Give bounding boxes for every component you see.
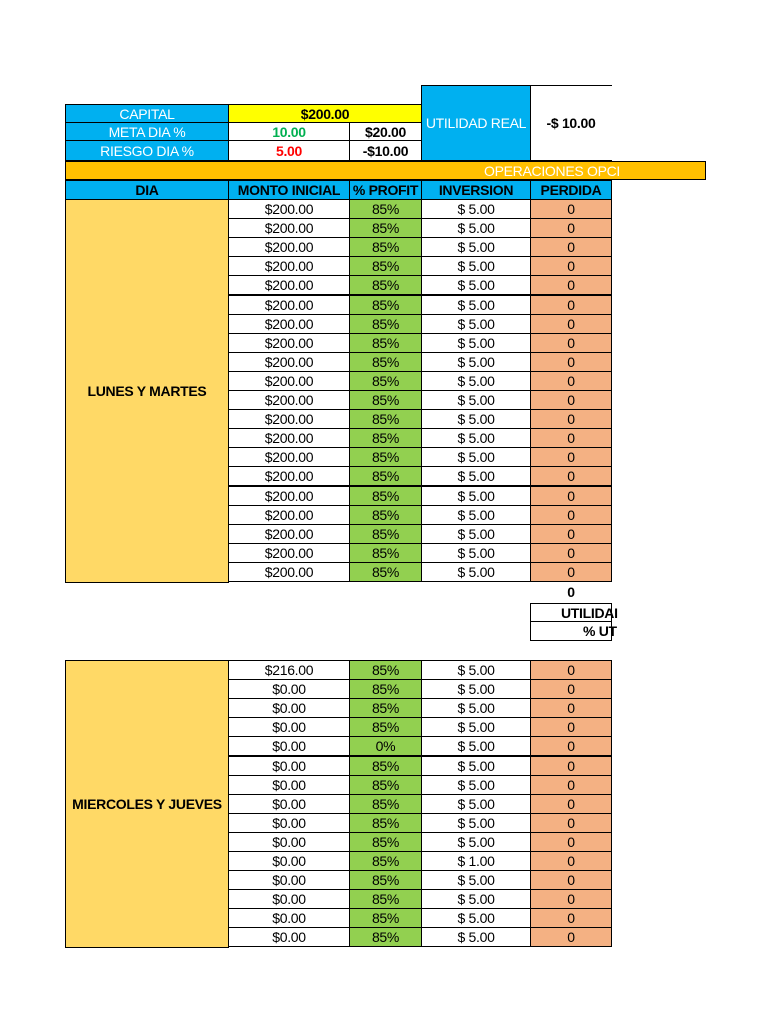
inversion-cell[interactable]: $ 5.00 — [421, 505, 531, 525]
monto-cell[interactable]: $0.00 — [228, 756, 350, 776]
monto-cell[interactable]: $200.00 — [228, 218, 350, 238]
header-dia[interactable]: DIA — [65, 180, 229, 200]
inversion-cell[interactable]: $ 5.00 — [421, 237, 531, 257]
operaciones-banner — [65, 161, 706, 180]
monto-cell[interactable]: $0.00 — [228, 870, 350, 890]
perdida-cell[interactable]: 0 — [530, 679, 612, 699]
perdida-cell[interactable]: 0 — [530, 813, 612, 833]
inversion-cell[interactable]: $ 5.00 — [421, 543, 531, 563]
perdida-cell[interactable]: 0 — [530, 698, 612, 718]
perdida-cell[interactable]: 0 — [530, 314, 612, 334]
inversion-cell[interactable]: $ 5.00 — [421, 275, 531, 295]
inversion-cell[interactable]: $ 5.00 — [421, 870, 531, 890]
perdida-cell[interactable]: 0 — [530, 832, 612, 852]
profit-cell[interactable]: 85% — [349, 466, 422, 486]
perdida-cell[interactable]: 0 — [530, 794, 612, 814]
perdida-cell[interactable]: 0 — [530, 199, 612, 219]
monto-cell[interactable]: $0.00 — [228, 851, 350, 871]
profit-cell[interactable]: 85% — [349, 275, 422, 295]
monto-cell[interactable]: $0.00 — [228, 717, 350, 737]
perdida-cell[interactable]: 0 — [530, 428, 612, 448]
profit-cell[interactable]: 85% — [349, 352, 422, 372]
monto-cell[interactable]: $216.00 — [228, 660, 350, 680]
profit-cell[interactable]: 85% — [349, 908, 422, 928]
inversion-cell[interactable]: $ 5.00 — [421, 409, 531, 429]
monto-cell[interactable]: $0.00 — [228, 794, 350, 814]
monto-cell[interactable]: $0.00 — [228, 775, 350, 795]
inversion-cell[interactable]: $ 5.00 — [421, 736, 531, 756]
profit-cell[interactable]: 85% — [349, 505, 422, 525]
profit-cell[interactable]: 85% — [349, 698, 422, 718]
monto-cell[interactable]: $0.00 — [228, 832, 350, 852]
utilidad-real-value[interactable]: -$ 10.00 — [530, 85, 612, 161]
profit-cell[interactable]: 85% — [349, 794, 422, 814]
monto-cell[interactable]: $200.00 — [228, 543, 350, 563]
profit-cell[interactable]: 85% — [349, 927, 422, 947]
perdida-cell[interactable]: 0 — [530, 237, 612, 257]
inversion-cell[interactable]: $ 5.00 — [421, 333, 531, 353]
inversion-cell[interactable]: $ 1.00 — [421, 851, 531, 871]
profit-cell[interactable]: 85% — [349, 889, 422, 909]
profit-cell[interactable]: 85% — [349, 717, 422, 737]
profit-cell[interactable]: 85% — [349, 447, 422, 467]
perdida-cell[interactable]: 0 — [530, 908, 612, 928]
monto-cell[interactable]: $200.00 — [228, 199, 350, 219]
total-perdida[interactable]: 0 — [567, 583, 575, 600]
monto-cell[interactable]: $0.00 — [228, 736, 350, 756]
header-inversion[interactable]: INVERSION — [421, 180, 531, 200]
monto-cell[interactable]: $200.00 — [228, 237, 350, 257]
profit-cell[interactable]: 85% — [349, 333, 422, 353]
header-perdida[interactable]: PERDIDA — [530, 180, 612, 200]
perdida-cell[interactable]: 0 — [530, 660, 612, 680]
pct-ut-label[interactable]: % UT — [530, 621, 612, 641]
profit-cell[interactable]: 85% — [349, 775, 422, 795]
monto-cell[interactable]: $200.00 — [228, 314, 350, 334]
profit-cell[interactable]: 85% — [349, 314, 422, 334]
operaciones-banner-text: OPERACIONES OPCI — [484, 162, 621, 179]
profit-cell[interactable]: 85% — [349, 660, 422, 680]
inversion-cell[interactable]: $ 5.00 — [421, 428, 531, 448]
perdida-cell[interactable]: 0 — [530, 333, 612, 353]
monto-cell[interactable]: $0.00 — [228, 927, 350, 947]
perdida-cell[interactable]: 0 — [530, 889, 612, 909]
inversion-cell[interactable]: $ 5.00 — [421, 352, 531, 372]
monto-cell[interactable]: $200.00 — [228, 371, 350, 391]
section-label-miercoles-jueves[interactable]: MIERCOLES Y JUEVES — [65, 660, 229, 948]
perdida-cell[interactable]: 0 — [530, 717, 612, 737]
perdida-cell[interactable]: 0 — [530, 466, 612, 486]
monto-cell[interactable]: $200.00 — [228, 333, 350, 353]
profit-cell[interactable]: 85% — [349, 870, 422, 890]
inversion-cell[interactable]: $ 5.00 — [421, 775, 531, 795]
inversion-cell[interactable]: $ 5.00 — [421, 698, 531, 718]
perdida-cell[interactable]: 0 — [530, 756, 612, 776]
profit-cell[interactable]: 85% — [349, 390, 422, 410]
profit-cell[interactable]: 85% — [349, 428, 422, 448]
monto-cell[interactable]: $200.00 — [228, 466, 350, 486]
inversion-cell[interactable]: $ 5.00 — [421, 390, 531, 410]
section-label-lunes-martes[interactable]: LUNES Y MARTES — [65, 199, 229, 583]
monto-cell[interactable]: $0.00 — [228, 698, 350, 718]
meta-dia-amount[interactable]: $20.00 — [349, 122, 422, 141]
monto-cell[interactable]: $200.00 — [228, 390, 350, 410]
perdida-cell[interactable]: 0 — [530, 275, 612, 295]
perdida-cell[interactable]: 0 — [530, 562, 612, 582]
inversion-cell[interactable]: $ 5.00 — [421, 756, 531, 776]
monto-cell[interactable]: $0.00 — [228, 679, 350, 699]
perdida-cell[interactable]: 0 — [530, 256, 612, 276]
monto-cell[interactable]: $200.00 — [228, 275, 350, 295]
inversion-cell[interactable]: $ 5.00 — [421, 371, 531, 391]
profit-cell[interactable]: 85% — [349, 543, 422, 563]
profit-cell[interactable]: 85% — [349, 486, 422, 506]
riesgo-dia-pct[interactable]: 5.00 — [228, 140, 350, 161]
profit-cell[interactable]: 85% — [349, 409, 422, 429]
profit-cell[interactable]: 85% — [349, 832, 422, 852]
profit-cell[interactable]: 85% — [349, 295, 422, 315]
inversion-cell[interactable]: $ 5.00 — [421, 314, 531, 334]
monto-cell[interactable]: $200.00 — [228, 562, 350, 582]
monto-cell[interactable]: $200.00 — [228, 428, 350, 448]
profit-cell[interactable]: 85% — [349, 218, 422, 238]
perdida-cell[interactable]: 0 — [530, 371, 612, 391]
inversion-cell[interactable]: $ 5.00 — [421, 466, 531, 486]
monto-cell[interactable]: $0.00 — [228, 813, 350, 833]
perdida-cell[interactable]: 0 — [530, 736, 612, 756]
meta-dia-label[interactable]: META DIA % — [65, 122, 229, 141]
utilidad-real-label[interactable]: UTILIDAD REAL — [421, 85, 531, 161]
perdida-cell[interactable]: 0 — [530, 505, 612, 525]
inversion-cell[interactable]: $ 5.00 — [421, 717, 531, 737]
profit-cell[interactable]: 85% — [349, 237, 422, 257]
monto-cell[interactable]: $200.00 — [228, 447, 350, 467]
profit-cell[interactable]: 85% — [349, 371, 422, 391]
inversion-cell[interactable]: $ 5.00 — [421, 486, 531, 506]
profit-cell[interactable]: 85% — [349, 256, 422, 276]
monto-cell[interactable]: $0.00 — [228, 908, 350, 928]
perdida-cell[interactable]: 0 — [530, 486, 612, 506]
profit-cell[interactable]: 85% — [349, 756, 422, 776]
monto-cell[interactable]: $200.00 — [228, 486, 350, 506]
profit-cell[interactable]: 85% — [349, 199, 422, 219]
inversion-cell[interactable]: $ 5.00 — [421, 889, 531, 909]
inversion-cell[interactable]: $ 5.00 — [421, 562, 531, 582]
profit-cell[interactable]: 85% — [349, 524, 422, 544]
monto-cell[interactable]: $200.00 — [228, 256, 350, 276]
inversion-cell[interactable]: $ 5.00 — [421, 524, 531, 544]
perdida-cell[interactable]: 0 — [530, 543, 612, 563]
inversion-cell[interactable]: $ 5.00 — [421, 679, 531, 699]
profit-cell[interactable]: 85% — [349, 679, 422, 699]
inversion-cell[interactable]: $ 5.00 — [421, 256, 531, 276]
inversion-cell[interactable]: $ 5.00 — [421, 832, 531, 852]
perdida-cell[interactable]: 0 — [530, 409, 612, 429]
monto-cell[interactable]: $200.00 — [228, 409, 350, 429]
monto-cell[interactable]: $200.00 — [228, 524, 350, 544]
capital-label[interactable]: CAPITAL — [65, 104, 229, 123]
perdida-cell[interactable]: 0 — [530, 218, 612, 238]
perdida-cell[interactable]: 0 — [530, 295, 612, 315]
riesgo-dia-label[interactable]: RIESGO DIA % — [65, 140, 229, 161]
inversion-cell[interactable]: $ 5.00 — [421, 908, 531, 928]
perdida-cell[interactable]: 0 — [530, 775, 612, 795]
inversion-cell[interactable]: $ 5.00 — [421, 794, 531, 814]
monto-cell[interactable]: $200.00 — [228, 295, 350, 315]
profit-cell[interactable]: 85% — [349, 813, 422, 833]
monto-cell[interactable]: $200.00 — [228, 352, 350, 372]
perdida-cell[interactable]: 0 — [530, 927, 612, 947]
perdida-cell[interactable]: 0 — [530, 851, 612, 871]
inversion-cell[interactable]: $ 5.00 — [421, 218, 531, 238]
monto-cell[interactable]: $0.00 — [228, 889, 350, 909]
utilidad-label[interactable]: UTILIDAI — [530, 603, 612, 622]
perdida-cell[interactable]: 0 — [530, 447, 612, 467]
header-monto-inicial[interactable]: MONTO INICIAL — [228, 180, 350, 200]
riesgo-dia-amount[interactable]: -$10.00 — [349, 140, 422, 161]
meta-dia-pct[interactable]: 10.00 — [228, 122, 350, 141]
monto-cell[interactable]: $200.00 — [228, 505, 350, 525]
inversion-cell[interactable]: $ 5.00 — [421, 295, 531, 315]
capital-value[interactable]: $200.00 — [228, 104, 422, 123]
profit-cell[interactable]: 85% — [349, 562, 422, 582]
inversion-cell[interactable]: $ 5.00 — [421, 660, 531, 680]
inversion-cell[interactable]: $ 5.00 — [421, 813, 531, 833]
perdida-cell[interactable]: 0 — [530, 390, 612, 410]
header-profit[interactable]: % PROFIT — [349, 180, 422, 200]
profit-cell[interactable]: 0% — [349, 736, 422, 756]
inversion-cell[interactable]: $ 5.00 — [421, 927, 531, 947]
perdida-cell[interactable]: 0 — [530, 352, 612, 372]
profit-cell[interactable]: 85% — [349, 851, 422, 871]
perdida-cell[interactable]: 0 — [530, 524, 612, 544]
inversion-cell[interactable]: $ 5.00 — [421, 447, 531, 467]
inversion-cell[interactable]: $ 5.00 — [421, 199, 531, 219]
perdida-cell[interactable]: 0 — [530, 870, 612, 890]
